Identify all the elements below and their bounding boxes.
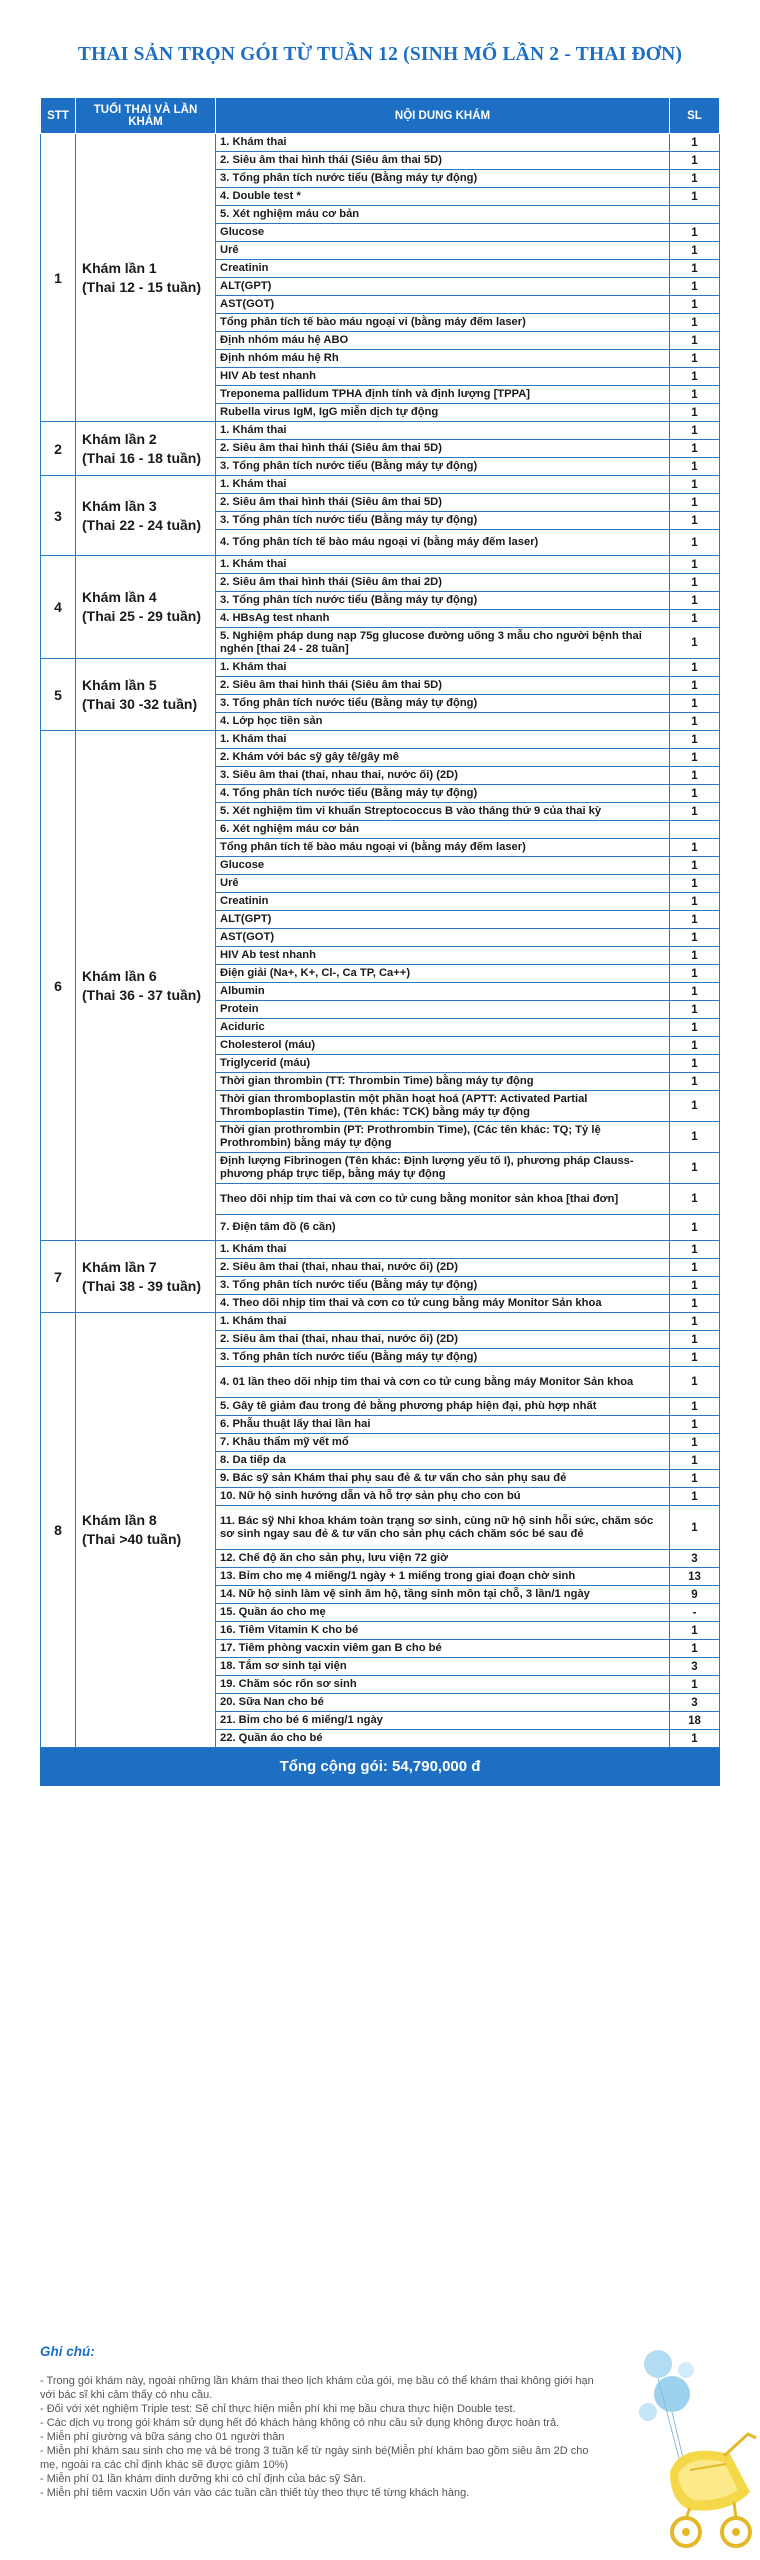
- exam-item: 3. Tổng phân tích nước tiểu (Bằng máy tự động): [216, 512, 670, 530]
- note-item: - Miễn phí 01 lần khám dinh dưỡng khi có chỉ định của bác sỹ Sản.: [40, 2473, 366, 2485]
- exam-item: 13. Bỉm cho mẹ 4 miếng/1 ngày + 1 miếng trong giai đoạn chờ sinh: [216, 1568, 670, 1586]
- exam-quantity: 1: [670, 1470, 720, 1488]
- exam-item: 5. Gây tê giảm đau trong đẻ bằng phương pháp hiện đại, phù hợp nhất: [216, 1398, 670, 1416]
- exam-item: 1. Khám thai: [216, 1241, 670, 1259]
- visit-weeks: (Thai 25 - 29 tuần): [82, 608, 202, 624]
- visit-name: Khám lần 8: [82, 1512, 157, 1528]
- exam-item: 3. Siêu âm thai (thai, nhau thai, nước ối) (2D): [216, 767, 670, 785]
- exam-quantity: 1: [670, 1153, 720, 1184]
- table-row: [41, 476, 720, 494]
- exam-quantity: 1: [670, 1331, 720, 1349]
- note-item: - Đối với xét nghiệm Triple test: Sẽ chỉ thực hiện miễn phí khi mẹ bầu chưa thực hiện Double test.: [40, 2403, 516, 2415]
- exam-quantity: 1: [670, 628, 720, 659]
- visit-label: [76, 476, 216, 556]
- table-row: [41, 731, 720, 749]
- exam-item: 2. Siêu âm thai hình thái (Siêu âm thai 5D): [216, 152, 670, 170]
- exam-quantity: 1: [670, 1001, 720, 1019]
- exam-item: Treponema pallidum TPHA định tính và định lượng [TPPA]: [216, 386, 670, 404]
- notes-list: [40, 2374, 600, 2500]
- exam-quantity: 1: [670, 476, 720, 494]
- exam-quantity: 1: [670, 1091, 720, 1122]
- exam-item: 8. Da tiếp da: [216, 1452, 670, 1470]
- visit-label: [76, 422, 216, 476]
- exam-item: 4. Theo dõi nhịp tim thai và cơn co tử cung bằng máy Monitor Sản khoa: [216, 1295, 670, 1313]
- visit-weeks: (Thai 22 - 24 tuần): [82, 516, 202, 533]
- exam-item: 12. Chế độ ăn cho sản phụ, lưu viện 72 giờ: [216, 1550, 670, 1568]
- exam-quantity: 1: [670, 893, 720, 911]
- exam-item: 16. Tiêm Vitamin K cho bé: [216, 1622, 670, 1640]
- exam-quantity: 1: [670, 749, 720, 767]
- total-price: Tổng cộng gói: 54,790,000 đ: [41, 1748, 720, 1786]
- table-row: [41, 659, 720, 677]
- exam-quantity: 3: [670, 1658, 720, 1676]
- exam-quantity: 1: [670, 404, 720, 422]
- exam-item: 2. Siêu âm thai hình thái (Siêu âm thai 2D): [216, 574, 670, 592]
- exam-item: 7. Điện tâm đồ (6 cần): [216, 1215, 670, 1241]
- exam-quantity: 1: [670, 574, 720, 592]
- exam-item: Aciduric: [216, 1019, 670, 1037]
- header-visit: TUỔI THAI VÀ LẦN KHÁM: [76, 98, 216, 134]
- exam-item: Rubella virus IgM, IgG miễn dịch tự động: [216, 404, 670, 422]
- exam-item: 3. Tổng phân tích nước tiểu (Bằng máy tự động): [216, 1349, 670, 1367]
- exam-quantity: 1: [670, 1730, 720, 1748]
- exam-quantity: 1: [670, 911, 720, 929]
- exam-quantity: -: [670, 1604, 720, 1622]
- visit-name: Khám lần 3: [82, 497, 157, 514]
- visit-name: Khám lần 7: [82, 1258, 157, 1275]
- exam-item: 2. Khám với bác sỹ gây tê/gây mê: [216, 749, 670, 767]
- visit-weeks: (Thai >40 tuần): [82, 1531, 182, 1547]
- exam-item: 4. Lớp học tiền sản: [216, 713, 670, 731]
- exam-item: Tổng phân tích tế bào máu ngoại vi (bằng máy đếm laser): [216, 314, 670, 332]
- exam-item: 10. Nữ hộ sinh hướng dẫn và hỗ trợ sản phụ cho con bú: [216, 1488, 670, 1506]
- visit-weeks: (Thai 30 -32 tuần): [82, 695, 198, 712]
- exam-item: Theo dõi nhịp tim thai và cơn co tử cung bằng monitor sản khoa [thai đơn]: [216, 1184, 670, 1215]
- exam-item: Urê: [216, 875, 670, 893]
- exam-item: ALT(GPT): [216, 278, 670, 296]
- exam-item: 5. Nghiệm pháp dung nạp 75g glucose đường uống 3 mẫu cho người bệnh thai nghén [thai 24 - 28 tuần]: [216, 628, 670, 659]
- exam-quantity: 1: [670, 1019, 720, 1037]
- exam-item: 1. Khám thai: [216, 134, 670, 152]
- visit-weeks: (Thai 38 - 39 tuần): [82, 1277, 202, 1294]
- exam-quantity: 1: [670, 1277, 720, 1295]
- exam-quantity: 1: [670, 610, 720, 628]
- exam-item: Triglycerid (máu): [216, 1055, 670, 1073]
- exam-item: 1. Khám thai: [216, 556, 670, 574]
- exam-item: 9. Bác sỹ sản Khám thai phụ sau đẻ & tư vấn cho sản phụ sau đẻ: [216, 1470, 670, 1488]
- exam-quantity: 1: [670, 152, 720, 170]
- exam-quantity: 1: [670, 1215, 720, 1241]
- table-row: [41, 422, 720, 440]
- exam-quantity: 1: [670, 803, 720, 821]
- exam-quantity: 1: [670, 965, 720, 983]
- exam-quantity: 1: [670, 314, 720, 332]
- exam-item: 3. Tổng phân tích nước tiểu (Bằng máy tự động): [216, 170, 670, 188]
- exam-item: 3. Tổng phân tích nước tiểu (Bằng máy tự động): [216, 695, 670, 713]
- exam-item: 1. Khám thai: [216, 1313, 670, 1331]
- exam-quantity: 1: [670, 592, 720, 610]
- note-item: - Miễn phí giường và bữa sáng cho 01 người thân: [40, 2431, 285, 2443]
- note-item: - Miễn phí tiêm vacxin Uốn ván vào các tuần cần thiết tùy theo thực tế từng khách hàng.: [40, 2487, 470, 2499]
- exam-quantity: 1: [670, 1313, 720, 1331]
- exam-item: 7. Khâu thẩm mỹ vết mổ: [216, 1434, 670, 1452]
- visit-number: 1: [41, 134, 76, 422]
- header-qty: SL: [670, 98, 720, 134]
- exam-quantity: 1: [670, 556, 720, 574]
- exam-quantity: 1: [670, 767, 720, 785]
- exam-quantity: 1: [670, 1037, 720, 1055]
- exam-item: Creatinin: [216, 893, 670, 911]
- visit-label: [76, 659, 216, 731]
- exam-quantity: 1: [670, 731, 720, 749]
- total-row: [41, 1748, 720, 1786]
- exam-quantity: 1: [670, 440, 720, 458]
- exam-quantity: [670, 821, 720, 839]
- exam-item: 2. Siêu âm thai hình thái (Siêu âm thai 5D): [216, 440, 670, 458]
- exam-item: 3. Tổng phân tích nước tiểu (Bằng máy tự động): [216, 458, 670, 476]
- exam-quantity: 1: [670, 1676, 720, 1694]
- header-content: NỘI DUNG KHÁM: [216, 98, 670, 134]
- exam-item: HIV Ab test nhanh: [216, 368, 670, 386]
- exam-quantity: 1: [670, 695, 720, 713]
- exam-item: Urê: [216, 242, 670, 260]
- exam-quantity: 1: [670, 224, 720, 242]
- header-stt: STT: [41, 98, 76, 134]
- exam-quantity: 1: [670, 1622, 720, 1640]
- exam-quantity: 1: [670, 1259, 720, 1277]
- exam-item: 3. Tổng phân tích nước tiểu (Bằng máy tự động): [216, 1277, 670, 1295]
- exam-quantity: 1: [670, 1640, 720, 1658]
- exam-quantity: 1: [670, 530, 720, 556]
- exam-quantity: 1: [670, 1184, 720, 1215]
- table-row: [41, 1313, 720, 1331]
- exam-item: Glucose: [216, 224, 670, 242]
- exam-item: 18. Tắm sơ sinh tại viện: [216, 1658, 670, 1676]
- exam-item: 6. Phẫu thuật lấy thai lần hai: [216, 1416, 670, 1434]
- exam-quantity: 1: [670, 188, 720, 206]
- exam-item: 4. Tổng phân tích nước tiểu (Bằng máy tự động): [216, 785, 670, 803]
- table-row: [41, 556, 720, 574]
- exam-item: 1. Khám thai: [216, 659, 670, 677]
- visit-number: 5: [41, 659, 76, 731]
- exam-item: ALT(GPT): [216, 911, 670, 929]
- visit-number: 8: [41, 1313, 76, 1748]
- visit-label: [76, 556, 216, 659]
- exam-quantity: 1: [670, 332, 720, 350]
- exam-item: 6. Xét nghiệm máu cơ bản: [216, 821, 670, 839]
- exam-item: 2. Siêu âm thai hình thái (Siêu âm thai 5D): [216, 677, 670, 695]
- visit-name: Khám lần 4: [82, 589, 157, 605]
- exam-item: Albumin: [216, 983, 670, 1001]
- visit-number: 7: [41, 1241, 76, 1313]
- exam-quantity: 9: [670, 1586, 720, 1604]
- exam-quantity: 1: [670, 1367, 720, 1398]
- exam-item: 1. Khám thai: [216, 422, 670, 440]
- exam-quantity: 1: [670, 857, 720, 875]
- exam-quantity: 1: [670, 422, 720, 440]
- exam-quantity: 1: [670, 1241, 720, 1259]
- exam-item: Tổng phân tích tế bào máu ngoại vi (bằng máy đếm laser): [216, 839, 670, 857]
- exam-item: Định lượng Fibrinogen (Tên khác: Định lượng yếu tố I), phương pháp Clauss- phương pháp trực tiếp, bằng máy tự động: [216, 1153, 670, 1184]
- exam-item: Định nhóm máu hệ Rh: [216, 350, 670, 368]
- visit-weeks: (Thai 12 - 15 tuần): [82, 278, 202, 295]
- exam-item: Định nhóm máu hệ ABO: [216, 332, 670, 350]
- exam-item: AST(GOT): [216, 929, 670, 947]
- table-header-row: [41, 98, 720, 134]
- exam-item: 4. Double test *: [216, 188, 670, 206]
- exam-quantity: 1: [670, 1506, 720, 1550]
- visit-number: 2: [41, 422, 76, 476]
- exam-quantity: 1: [670, 170, 720, 188]
- exam-quantity: 1: [670, 983, 720, 1001]
- visit-name: Khám lần 2: [82, 430, 157, 447]
- exam-quantity: 1: [670, 1488, 720, 1506]
- exam-item: Thời gian thromboplastin một phần hoạt hoá (APTT: Activated Partial Thromboplastin Time), (Tên khác: TCK) bằng máy tự động: [216, 1091, 670, 1122]
- exam-item: 1. Khám thai: [216, 731, 670, 749]
- exam-quantity: 1: [670, 458, 720, 476]
- exam-item: 19. Chăm sóc rốn sơ sinh: [216, 1676, 670, 1694]
- table-row: [41, 134, 720, 152]
- exam-item: AST(GOT): [216, 296, 670, 314]
- exam-quantity: 1: [670, 1295, 720, 1313]
- exam-item: 14. Nữ hộ sinh làm vệ sinh âm hộ, tầng sinh môn tại chỗ, 3 lần/1 ngày: [216, 1586, 670, 1604]
- exam-quantity: 1: [670, 1398, 720, 1416]
- exam-quantity: 1: [670, 875, 720, 893]
- exam-quantity: 1: [670, 1434, 720, 1452]
- exam-quantity: 1: [670, 1122, 720, 1153]
- exam-quantity: 1: [670, 947, 720, 965]
- exam-item: Creatinin: [216, 260, 670, 278]
- exam-quantity: 1: [670, 1055, 720, 1073]
- visit-label: [76, 731, 216, 1241]
- visit-label: [76, 1241, 216, 1313]
- exam-item: Thời gian thrombin (TT: Thrombin Time) bằng máy tự động: [216, 1073, 670, 1091]
- exam-item: 2. Siêu âm thai hình thái (Siêu âm thai 5D): [216, 494, 670, 512]
- exam-item: 2. Siêu âm thai (thai, nhau thai, nước ối) (2D): [216, 1259, 670, 1277]
- exam-quantity: 1: [670, 713, 720, 731]
- exam-quantity: 1: [670, 368, 720, 386]
- package-table: [40, 97, 720, 1786]
- exam-quantity: 1: [670, 386, 720, 404]
- exam-quantity: 1: [670, 278, 720, 296]
- visit-number: 6: [41, 731, 76, 1241]
- exam-quantity: [670, 206, 720, 224]
- exam-item: 5. Xét nghiệm tìm vi khuẩn Streptococcus B vào tháng thứ 9 của thai kỳ: [216, 803, 670, 821]
- visit-number: 3: [41, 476, 76, 556]
- exam-item: 4. 01 lần theo dõi nhịp tim thai và cơn co tử cung bằng máy Monitor Sản khoa: [216, 1367, 670, 1398]
- exam-quantity: 1: [670, 677, 720, 695]
- note-item: - Các dịch vụ trong gói khám sử dụng hết đó khách hàng không có nhu cầu sử dụng không được hoàn trả.: [40, 2417, 560, 2429]
- exam-item: Thời gian prothrombin (PT: Prothrombin Time), (Các tên khác: TQ; Tỷ lệ Prothrombin) bằng máy tự động: [216, 1122, 670, 1153]
- exam-item: 11. Bác sỹ Nhi khoa khám toàn trạng sơ sinh, cùng nữ hộ sinh hỗi sức, chăm sóc sơ sinh ngay sau đẻ & tư vấn cho sản phụ cách chăm sóc bé sau đẻ: [216, 1506, 670, 1550]
- exam-item: 15. Quần áo cho mẹ: [216, 1604, 670, 1622]
- baby-stroller-illustration: [620, 2342, 760, 2560]
- exam-item: Cholesterol (máu): [216, 1037, 670, 1055]
- exam-item: 5. Xét nghiệm máu cơ bản: [216, 206, 670, 224]
- exam-item: 21. Bỉm cho bé 6 miếng/1 ngày: [216, 1712, 670, 1730]
- exam-quantity: 3: [670, 1694, 720, 1712]
- exam-quantity: 1: [670, 839, 720, 857]
- exam-quantity: 1: [670, 242, 720, 260]
- visit-number: 4: [41, 556, 76, 659]
- exam-quantity: 3: [670, 1550, 720, 1568]
- exam-item: Điện giải (Na+, K+, Cl-, Ca TP, Ca++): [216, 965, 670, 983]
- exam-quantity: 1: [670, 1073, 720, 1091]
- note-item: - Trong gói khám này, ngoài những lần khám thai theo lịch khám của gói, mẹ bầu có thể khám thai không giới hạn với bác sĩ khi cảm thấy có nhu cầu.: [40, 2375, 594, 2401]
- visit-label: [76, 1313, 216, 1748]
- table-body: [41, 134, 720, 1748]
- exam-quantity: 1: [670, 134, 720, 152]
- exam-item: 4. HBsAg test nhanh: [216, 610, 670, 628]
- exam-item: 22. Quần áo cho bé: [216, 1730, 670, 1748]
- exam-quantity: 1: [670, 296, 720, 314]
- note-item: - Miễn phí khám sau sinh cho mẹ và bé trong 3 tuần kể từ ngày sinh bé(Miễn phí khám bao gồm siêu âm 2D cho mẹ, ngoài ra các chỉ định khác sẽ được giảm 10%): [40, 2445, 589, 2471]
- table-row: [41, 1241, 720, 1259]
- exam-quantity: 13: [670, 1568, 720, 1586]
- notes-title: Ghi chú:: [40, 2344, 95, 2359]
- visit-name: Khám lần 6: [82, 967, 157, 984]
- page-title: THAI SẢN TRỌN GÓI TỪ TUẦN 12 (SINH MỔ LẦN 2 - THAI ĐƠN): [77, 44, 683, 65]
- exam-item: Glucose: [216, 857, 670, 875]
- exam-item: HIV Ab test nhanh: [216, 947, 670, 965]
- exam-item: 3. Tổng phân tích nước tiểu (Bằng máy tự động): [216, 592, 670, 610]
- exam-quantity: 1: [670, 512, 720, 530]
- visit-name: Khám lần 5: [82, 676, 157, 693]
- exam-item: 4. Tổng phân tích tế bào máu ngoại vi (bằng máy đếm laser): [216, 530, 670, 556]
- exam-quantity: 1: [670, 494, 720, 512]
- exam-quantity: 1: [670, 350, 720, 368]
- exam-quantity: 1: [670, 1452, 720, 1470]
- exam-quantity: 1: [670, 785, 720, 803]
- exam-item: 2. Siêu âm thai (thai, nhau thai, nước ối) (2D): [216, 1331, 670, 1349]
- exam-item: 20. Sữa Nan cho bé: [216, 1694, 670, 1712]
- visit-weeks: (Thai 36 - 37 tuần): [82, 986, 202, 1003]
- exam-item: Protein: [216, 1001, 670, 1019]
- exam-quantity: 1: [670, 260, 720, 278]
- exam-quantity: 1: [670, 929, 720, 947]
- visit-name: Khám lần 1: [82, 259, 157, 276]
- visit-weeks: (Thai 16 - 18 tuần): [82, 449, 202, 466]
- exam-quantity: 1: [670, 1416, 720, 1434]
- exam-item: 17. Tiêm phòng vacxin viêm gan B cho bé: [216, 1640, 670, 1658]
- exam-quantity: 1: [670, 1349, 720, 1367]
- exam-quantity: 18: [670, 1712, 720, 1730]
- visit-label: [76, 134, 216, 422]
- exam-quantity: 1: [670, 659, 720, 677]
- exam-item: 1. Khám thai: [216, 476, 670, 494]
